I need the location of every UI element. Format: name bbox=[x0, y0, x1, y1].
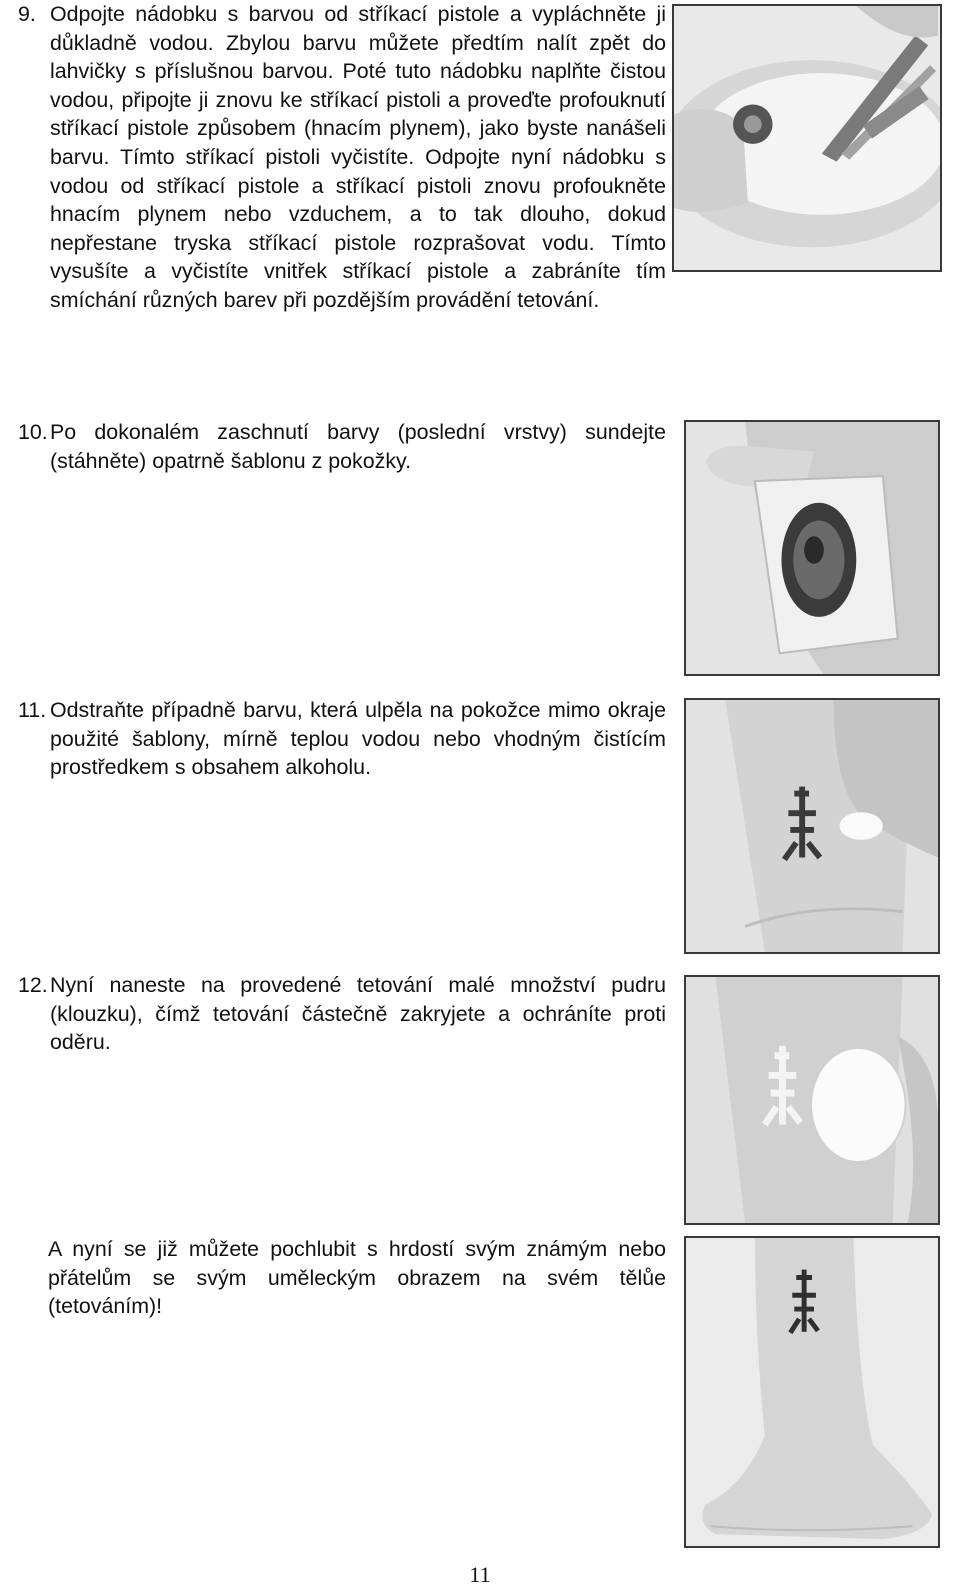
step-10 bbox=[18, 418, 666, 475]
step-text: Nyní naneste na provedené tetování malé množství pudru (klouzku), čímž tetování částečně zakryjete a ochráníte proti oděru. bbox=[50, 973, 666, 1055]
step-text: Po dokonalém zaschnutí barvy (poslední vrstvy) sundejte (stáhněte) opatrně šablonu z pokožky. bbox=[50, 420, 666, 473]
powder-application-photo bbox=[684, 975, 940, 1225]
airbrush-cleaning-photo bbox=[672, 4, 942, 272]
edge-cleaning-photo bbox=[684, 698, 940, 954]
step-number: 9. bbox=[18, 2, 36, 26]
finished-tattoo-photo bbox=[684, 1236, 940, 1548]
closing-paragraph: A nyní se již můžete pochlubit s hrdostí svým známým nebo přátelům se svým uměleckým obrazem na svém tělůe (tetováním)! bbox=[48, 1237, 666, 1319]
stencil-removal-photo bbox=[684, 420, 940, 676]
step-text: Odstraňte případně barvu, která ulpěla na pokožce mimo okraje použité šablony, mírně teplou vodou nebo vhodným čistícím prostředkem s obsahem alkoholu. bbox=[50, 698, 666, 780]
page-number: 11 bbox=[469, 1562, 491, 1587]
step-text: Odpojte nádobku s barvou od stříkací pistole a vypláchněte ji důkladně vodou. Zbylou barvu můžete předtím nalít zpět do lahvičky s příslušnou barvou. Poté tuto nádobku naplňte čistou vodou, připojte ji znovu ke stříkací pistoli a proveďte profouknutí stříkací pistole způsobem (hnacím plynem), jako byste nanášeli barvu. Tímto stříkací pistoli vyčistíte. Odpojte nyní nádobku s vodou od stříkací pistole a stříkací pistoli znovu profoukněte hnacím plynem nebo vzduchem, a to tak dlouho, dokud nepřestane tryska stříkací pistole rozprašovat vodu. Tímto vysušíte a vyčistíte vnitřek stříkací pistole a zabráníte tím smíchání různých barev při pozdějším provádění tetování. bbox=[50, 2, 666, 312]
step-11 bbox=[18, 696, 666, 782]
step-12 bbox=[18, 971, 666, 1057]
step-number: 11. bbox=[18, 698, 47, 722]
step-number: 12. bbox=[18, 973, 48, 997]
step-9 bbox=[18, 0, 666, 315]
step-number: 10. bbox=[18, 420, 48, 444]
